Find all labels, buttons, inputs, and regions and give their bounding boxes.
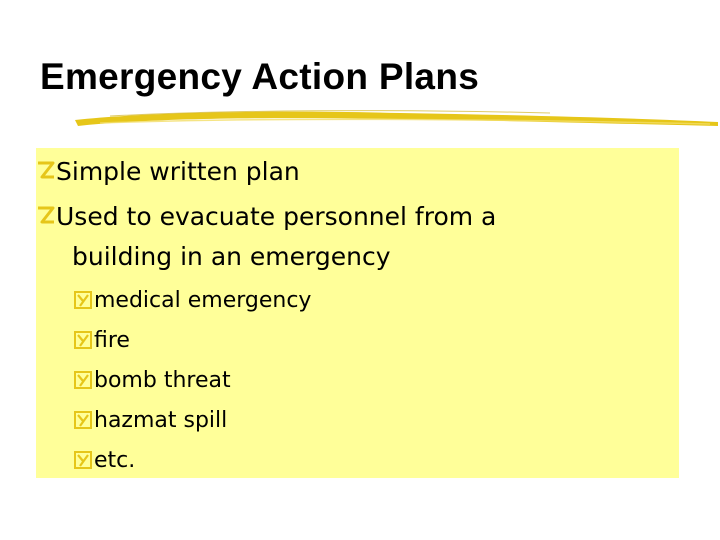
sub-bullet-text: bomb threat [94, 368, 231, 393]
y-checkbox-bullet-icon [74, 331, 92, 349]
sub-bullet-text: hazmat spill [94, 408, 228, 433]
bullet-text: Used to evacuate personnel from a [56, 202, 497, 231]
z-glyph-bullet-icon [36, 160, 56, 182]
sub-bullet-item [74, 368, 231, 394]
sub-bullet-item [74, 408, 227, 434]
y-checkbox-bullet-icon [74, 411, 92, 429]
bullet-item [36, 157, 300, 187]
sub-bullet-text: medical emergency [94, 288, 312, 313]
sub-bullet-item [74, 328, 130, 354]
bullet-item [36, 202, 496, 232]
bullet-text-continuation: building in an emergency [72, 242, 391, 271]
y-checkbox-bullet-icon [74, 291, 92, 309]
bullet-text: Simple written plan [56, 157, 300, 186]
sub-bullet-item [74, 288, 311, 314]
title-underline-brushstroke [70, 104, 720, 132]
z-glyph-bullet-icon [36, 205, 56, 227]
sub-bullet-text: fire [94, 328, 130, 353]
slide-title: Emergency Action Plans [40, 56, 480, 97]
sub-bullet-item [74, 448, 135, 474]
y-checkbox-bullet-icon [74, 451, 92, 469]
y-checkbox-bullet-icon [74, 371, 92, 389]
sub-bullet-text: etc. [94, 448, 136, 473]
